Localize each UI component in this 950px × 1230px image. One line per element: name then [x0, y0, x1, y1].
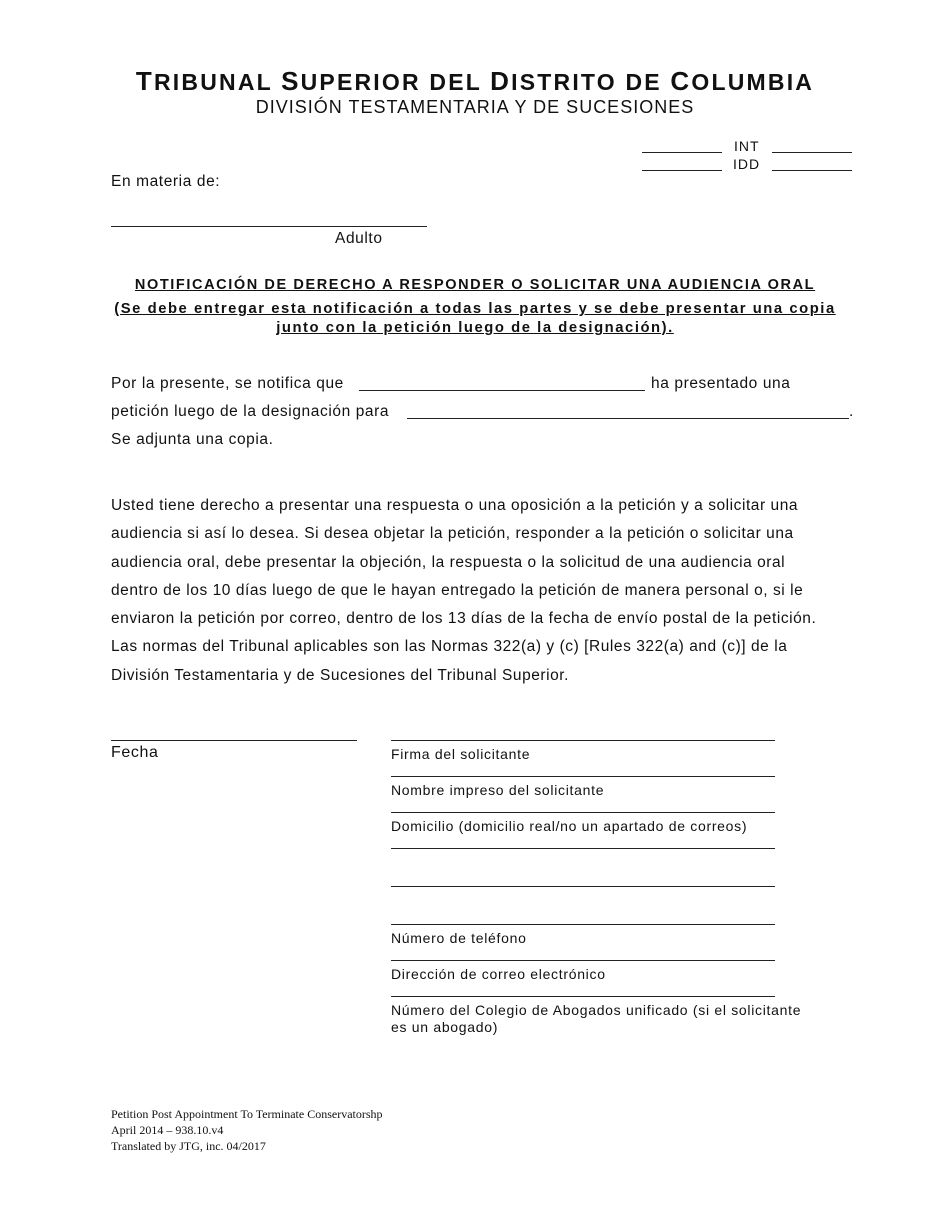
- division-title: DIVISIÓN TESTAMENTARIA Y DE SUCESIONES: [255, 97, 695, 117]
- matter-label: En materia de:: [111, 173, 221, 190]
- court-title-part: OLUMBIA: [691, 69, 815, 95]
- court-title-part: T: [135, 66, 154, 96]
- notice-text-part2: ha presentado una: [651, 375, 791, 392]
- court-title-part: D: [490, 66, 512, 96]
- printed-name-label: Nombre impreso del solicitante: [391, 782, 605, 798]
- court-title-part: C: [670, 66, 692, 96]
- notice-text-part1: Por la presente, se notifica que: [111, 375, 344, 392]
- idd-prefix-line[interactable]: [642, 170, 722, 171]
- copy-attached-text: Se adjunta una copia.: [111, 431, 274, 448]
- rights-line: audiencia si así lo desea. Si desea objetar la petición, responder a la petición o solicitar una: [111, 525, 794, 543]
- footer-translation-credit: Translated by JTG, inc. 04/2017: [111, 1139, 266, 1153]
- rights-line: División Testamentaria y de Sucesiones del Tribunal Superior.: [111, 666, 570, 684]
- notice-text-part3: petición luego de la designación para: [111, 403, 390, 420]
- rights-paragraph: [111, 492, 861, 690]
- signature-label: Firma del solicitante: [391, 746, 531, 762]
- adult-label: Adulto: [335, 230, 383, 247]
- rights-line: audiencia oral, debe presentar la objeción, la respuesta o la solicitud de una audiencia oral: [111, 553, 786, 571]
- rights-line: Las normas del Tribunal aplicables son las Normas 322(a) y (c) [Rules 322(a) and (c)] de la: [111, 638, 788, 656]
- signature-line[interactable]: [391, 740, 775, 741]
- notice-subtitle-line2: junto con la petición luego de la designación).: [276, 320, 674, 336]
- int-prefix-line[interactable]: [642, 152, 722, 153]
- rights-line: Usted tiene derecho a presentar una respuesta o una oposición a la petición y a solicitar una: [111, 497, 799, 514]
- date-line[interactable]: [111, 740, 357, 741]
- footer-form-version: April 2014 – 938.10.v4: [111, 1123, 224, 1137]
- int-number-line[interactable]: [772, 152, 852, 153]
- court-title-part: S: [281, 66, 301, 96]
- bar-number-line[interactable]: [391, 996, 775, 997]
- address-label: Domicilio (domicilio real/no un apartado de correos): [391, 818, 748, 834]
- bar-number-label-line1: Número del Colegio de Abogados unificado (si el solicitante: [391, 1002, 802, 1018]
- petitioner-name-line[interactable]: [359, 390, 645, 391]
- rights-line: enviaron la petición por correo, dentro de los 13 días de la fecha de envío postal de la petición.: [111, 610, 817, 628]
- phone-label: Número de teléfono: [391, 930, 527, 946]
- address-line-2[interactable]: [391, 848, 775, 849]
- footer-form-title: Petition Post Appointment To Terminate Conservatorshp: [111, 1107, 383, 1121]
- email-label: Dirección de correo electrónico: [391, 966, 606, 982]
- court-title-part: UPERIOR DEL: [300, 69, 491, 95]
- idd-number-line[interactable]: [772, 170, 852, 171]
- court-title-part: RIBUNAL: [153, 69, 282, 95]
- bar-number-label-line2: es un abogado): [391, 1019, 499, 1035]
- court-title-part: ISTRITO DE: [511, 69, 671, 95]
- notice-subtitle-line1: (Se debe entregar esta notificación a todas las partes y se debe presentar una copia: [114, 301, 836, 317]
- printed-name-line[interactable]: [391, 776, 775, 777]
- idd-label: IDD: [733, 156, 761, 172]
- date-label: Fecha: [111, 744, 159, 761]
- email-line[interactable]: [391, 960, 775, 961]
- address-line-3[interactable]: [391, 886, 775, 887]
- adult-name-line[interactable]: [111, 226, 427, 227]
- notice-text-period: .: [849, 403, 854, 420]
- phone-line[interactable]: [391, 924, 775, 925]
- petition-purpose-line[interactable]: [407, 418, 849, 419]
- address-line[interactable]: [391, 812, 775, 813]
- int-label: INT: [734, 138, 760, 154]
- notice-title: NOTIFICACIÓN DE DERECHO A RESPONDER O SOLICITAR UNA AUDIENCIA ORAL: [134, 277, 816, 293]
- court-title: [0, 66, 950, 97]
- rights-line: dentro de los 10 días luego de que le hayan entregado la petición de manera personal o, si le: [111, 581, 804, 599]
